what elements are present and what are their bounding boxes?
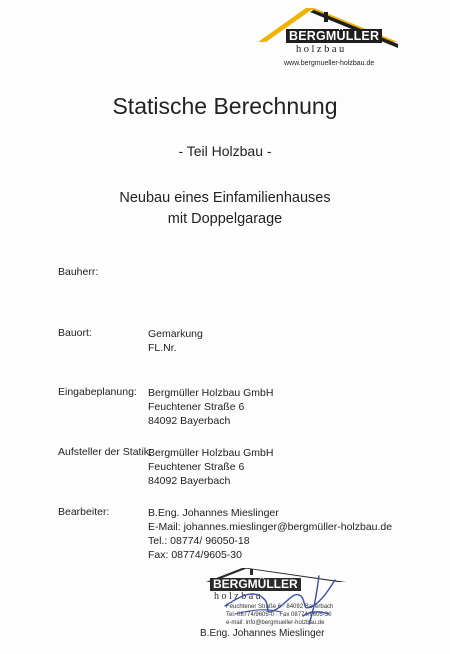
bauort-label: Bauort:	[58, 327, 92, 339]
logo-url: www.bergmueller-holzbau.de	[284, 60, 375, 67]
bauherr-label: Bauherr:	[58, 266, 99, 278]
eingabeplanung-value	[148, 386, 273, 428]
logo-subtitle: holzbau	[296, 44, 347, 55]
bearbeiter-phone: Tel.: 08774/ 96050-18	[148, 535, 250, 547]
aufsteller-line: 84092 Bayerbach	[148, 475, 231, 487]
project-description	[0, 188, 450, 230]
eingabeplanung-line: 84092 Bayerbach	[148, 415, 231, 427]
aufsteller-line: Bergmüller Holzbau GmbH	[148, 447, 274, 459]
stamp-address: Feuchtener Straße 6 · 84092 Bayerbach	[226, 604, 334, 610]
stamp-email: e-mail: info@bergmueller-holzbau.de	[226, 620, 325, 626]
handwritten-signature	[205, 566, 355, 632]
bearbeiter-value	[148, 506, 392, 562]
bearbeiter-name: B.Eng. Johannes Mieslinger	[148, 507, 279, 519]
eingabeplanung-line: Bergmüller Holzbau GmbH	[148, 387, 274, 399]
stamp-phone: Tel. 08774/9605-0 · Fax 08774/9605-30	[226, 612, 332, 618]
bearbeiter-fax: Fax: 08774/9605-30	[148, 549, 242, 561]
aufsteller-value	[148, 446, 273, 488]
aufsteller-label: Aufsteller der Statik:	[58, 446, 152, 458]
aufsteller-line: Feuchtener Straße 6	[148, 461, 245, 473]
company-logo	[258, 6, 398, 70]
bearbeiter-email: E-Mail: johannes.mieslinger@bergmüller-holzbau.de	[148, 521, 393, 533]
bauort-line: Gemarkung	[148, 328, 203, 340]
document-title: Statische Berechnung	[112, 93, 338, 119]
bauort-value	[148, 327, 203, 355]
stamp-subtitle: holzbau	[214, 591, 264, 602]
stamp-brand: BERGMÜLLER	[210, 578, 301, 591]
bearbeiter-label: Bearbeiter:	[58, 506, 110, 518]
project-line-1: Neubau eines Einfamilienhauses	[119, 190, 331, 206]
logo-brand: BERGMÜLLER	[286, 29, 382, 43]
document-subtitle: - Teil Holzbau -	[178, 143, 272, 159]
bauort-line: FL.Nr.	[148, 342, 177, 354]
eingabeplanung-line: Feuchtener Straße 6	[148, 401, 245, 413]
eingabeplanung-label: Eingabeplanung:	[58, 386, 137, 398]
signer-name: B.Eng. Johannes Mieslinger	[200, 628, 325, 639]
project-line-2: mit Doppelgarage	[167, 211, 283, 227]
